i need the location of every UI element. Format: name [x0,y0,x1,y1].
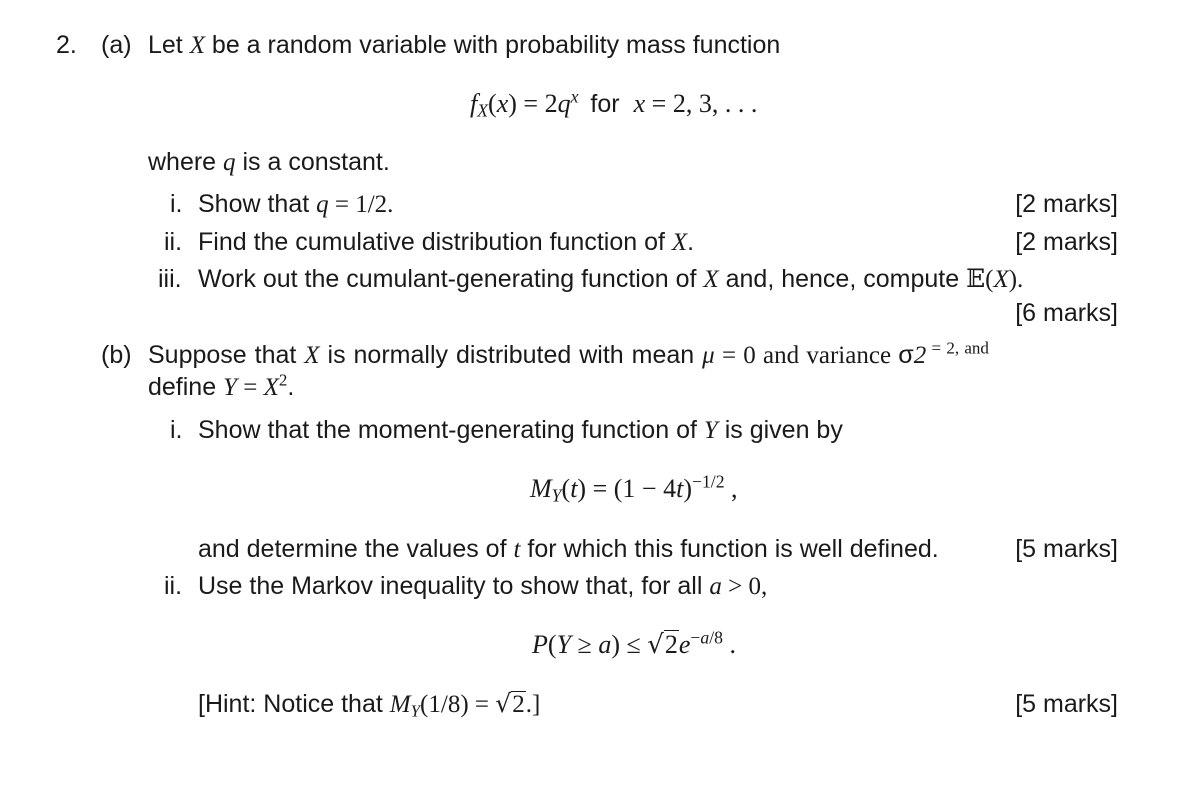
where-line: where q is a constant. [148,148,390,176]
part-b-i-text: Show that the moment-generating function of Y is given by [198,416,843,444]
part-a-iii-marks: [6 marks] [1015,299,1118,327]
part-a-iii-text: Work out the cumulant-generating function of X and, hence, compute 𝔼(X). [198,264,1024,293]
part-a-i-number: i. [170,190,183,218]
part-a-intro: Let X be a random variable with probability mass function [148,31,781,59]
part-a-i-text: Show that q = 1/2. [198,190,394,218]
part-b-i-continuation: and determine the values of t for which this function is well defined. [198,535,939,563]
part-b-ii-text: Use the Markov inequality to show that, for all a > 0, [198,572,768,600]
sqrt-symbol: √ [647,630,664,660]
part-a-ii-number: ii. [164,228,183,256]
part-a-i-marks: [2 marks] [1015,190,1118,218]
part-a-ii-text: Find the cumulative distribution function of X. [198,228,695,256]
part-a-ii-marks: [2 marks] [1015,228,1118,256]
part-b-ii-hint: [Hint: Notice that $M_Y(1/8) = √2$.] [198,689,541,721]
mgf-formula: $M_Y(t) = (1 - 4t)^{-1/2}$ , [530,471,738,506]
part-b-line2: define $Y = X^2$. [148,370,295,401]
part-a-iii-number: iii. [158,265,182,293]
sqrt-symbol: √ [495,689,512,718]
part-b-i-marks: [5 marks] [1015,535,1118,563]
pmf-formula: $f_X(x) = 2q^x$ for x = 2, 3, . . . [470,86,758,121]
part-b-i-number: i. [170,416,183,444]
part-b-label: (b) [101,341,132,369]
part-a-label: (a) [101,31,132,59]
part-b-line1: Suppose that X is normally distributed with mean μ = 0 and variance σ2 $^{= 2, and}$ [148,338,989,369]
question-number: 2. [56,31,77,59]
part-b-ii-number: ii. [164,572,183,600]
part-b-ii-marks: [5 marks] [1015,690,1118,718]
markov-formula: $P(Y \ge a) \le √2e^{-a/8}$ . [532,627,736,660]
